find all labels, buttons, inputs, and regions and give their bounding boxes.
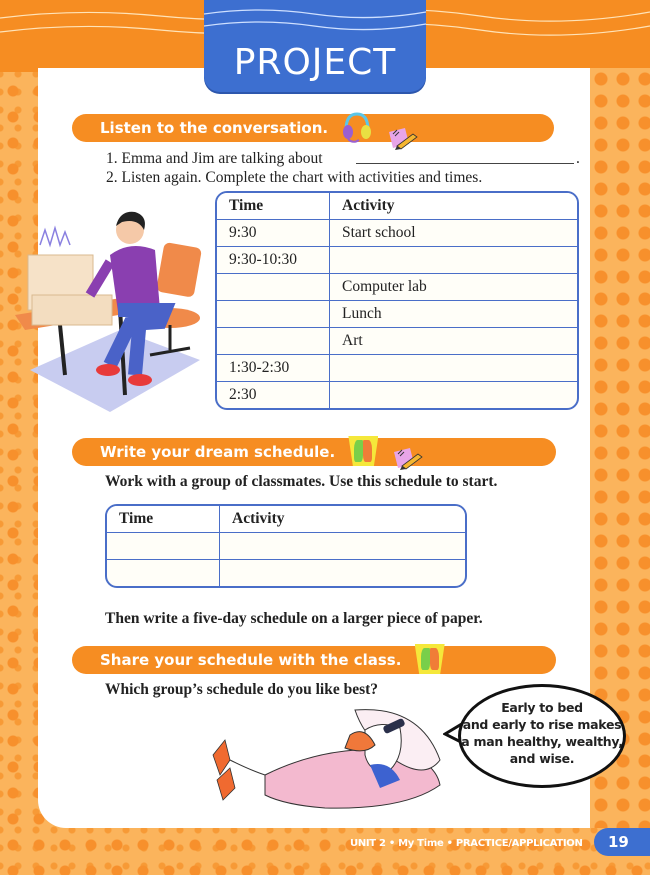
activity-cell: Art — [330, 328, 577, 355]
table-row — [107, 560, 465, 586]
instruction-2: 2. Listen again. Complete the chart with activities and times. — [106, 169, 483, 186]
column-header-activity: Activity — [330, 193, 577, 220]
banner-write — [72, 438, 556, 466]
group-instruction: Work with a group of classmates. Use this schedule to start. — [105, 473, 498, 490]
time-cell[interactable] — [217, 274, 330, 301]
table-row — [217, 301, 577, 328]
banner-label: Listen to the conversation. — [100, 119, 329, 137]
column-header-time: Time — [107, 506, 220, 533]
activity-cell[interactable] — [220, 560, 465, 586]
answer-blank[interactable] — [356, 163, 574, 164]
banner-label: Write your dream schedule. — [100, 443, 336, 461]
page-title: PROJECT — [233, 42, 397, 83]
table-row — [217, 220, 577, 247]
activity-cell[interactable] — [220, 533, 465, 560]
banner-listen — [72, 114, 554, 142]
listening-schedule-table — [215, 191, 579, 410]
speech-bubble — [458, 684, 626, 788]
column-header-activity: Activity — [220, 506, 465, 533]
table-row — [217, 382, 577, 408]
time-cell: 2:30 — [217, 382, 330, 408]
footer-unit-label: UNIT 2 • My Time • PRACTICE/APPLICATION — [350, 838, 583, 849]
bubble-line: a man healthy, wealthy, — [461, 734, 623, 749]
banner-share — [72, 646, 556, 674]
table-row — [217, 274, 577, 301]
activity-cell: Lunch — [330, 301, 577, 328]
activity-cell[interactable] — [330, 355, 577, 382]
activity-cell: Computer lab — [330, 274, 577, 301]
bubble-line: and wise. — [509, 751, 575, 766]
dream-schedule-table — [105, 504, 467, 588]
bubble-line: and early to rise makes — [462, 717, 622, 732]
bubble-line: Early to bed — [501, 700, 583, 715]
talking-faces-icon — [348, 436, 378, 466]
project-header-tab — [204, 0, 426, 92]
boy-at-computer-illustration — [10, 200, 210, 415]
page-number: 19 — [594, 828, 650, 856]
table-row — [217, 355, 577, 382]
activity-cell[interactable] — [330, 382, 577, 408]
table-row — [217, 247, 577, 274]
table-row — [107, 533, 465, 560]
table-header-row — [217, 193, 577, 220]
time-cell[interactable] — [217, 328, 330, 355]
table-row — [217, 328, 577, 355]
time-cell[interactable] — [107, 560, 220, 586]
period: . — [576, 150, 580, 167]
pencil-icon — [385, 126, 419, 150]
sleeping-bird-illustration — [205, 700, 455, 820]
time-cell: 1:30-2:30 — [217, 355, 330, 382]
share-question: Which group’s schedule do you like best? — [105, 681, 379, 698]
time-cell[interactable] — [107, 533, 220, 560]
activity-cell: Start school — [330, 220, 577, 247]
headphones-icon — [341, 110, 373, 144]
activity-cell[interactable] — [330, 247, 577, 274]
pencil-icon — [390, 446, 424, 470]
instruction-1: 1. Emma and Jim are talking about — [106, 150, 323, 167]
time-cell: 9:30 — [217, 220, 330, 247]
table-header-row — [107, 506, 465, 533]
time-cell[interactable] — [217, 301, 330, 328]
column-header-time: Time — [217, 193, 330, 220]
banner-label: Share your schedule with the class. — [100, 651, 402, 669]
talking-faces-icon — [415, 644, 445, 674]
time-cell: 9:30-10:30 — [217, 247, 330, 274]
followup-instruction: Then write a five-day schedule on a larger piece of paper. — [105, 610, 483, 627]
